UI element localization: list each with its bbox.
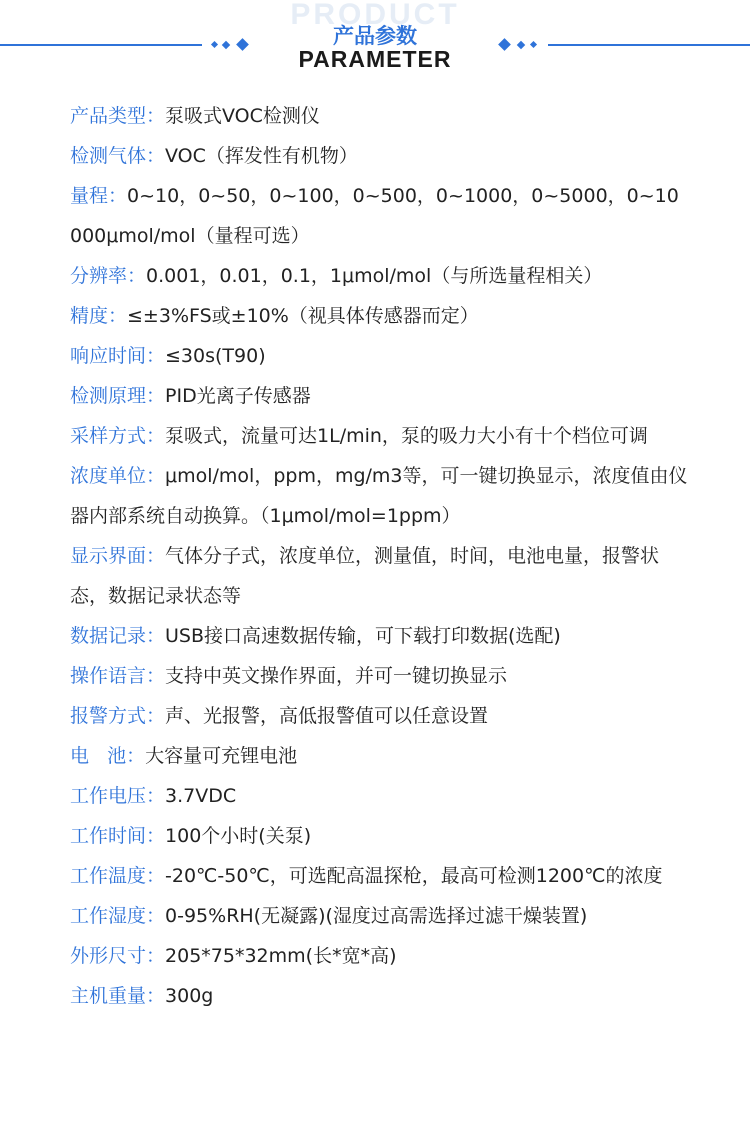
section-title-cn: 产品参数: [333, 24, 417, 48]
parameter-label: 产品类型：: [70, 105, 166, 127]
parameter-value: 泵吸式VOC检测仪: [165, 105, 320, 127]
parameter-label: 数据记录：: [70, 625, 166, 647]
parameter-row: [70, 656, 690, 696]
parameter-label: 检测原理：: [70, 385, 166, 407]
parameter-value: 205*75*32mm(长*宽*高): [165, 945, 397, 967]
parameter-label: 响应时间：: [70, 345, 166, 367]
parameter-label: 精度：: [70, 305, 128, 327]
parameter-value: ≤±3%FS或±10%（视具体传感器而定）: [127, 305, 479, 327]
parameter-label: 电 池：: [70, 745, 146, 767]
parameter-row: [70, 416, 690, 456]
parameter-row: [70, 256, 690, 296]
parameter-row: [70, 616, 690, 656]
parameter-row: [70, 896, 690, 936]
parameter-label: 操作语言：: [70, 665, 166, 687]
parameter-row: [70, 296, 690, 336]
parameter-value: 0~10，0~50，0~100，0~500，0~1000，0~5000，0~10000μmol/mol（量程可选）: [70, 185, 679, 247]
parameter-value: PID光离子传感器: [165, 385, 311, 407]
parameter-row: [70, 336, 690, 376]
parameter-row: [70, 136, 690, 176]
parameter-label: 主机重量：: [70, 985, 166, 1007]
section-header: [0, 0, 750, 80]
parameter-label: 外形尺寸：: [70, 945, 166, 967]
parameter-row: [70, 536, 690, 616]
section-title-en: PARAMETER: [298, 46, 452, 72]
header-background-word: PRODUCT: [290, 0, 460, 31]
parameter-label: 量程：: [70, 185, 128, 207]
parameter-row: [70, 696, 690, 736]
parameter-value: 0.001，0.01，0.1，1μmol/mol（与所选量程相关）: [146, 265, 603, 287]
parameter-value: 泵吸式，流量可达1L/min，泵的吸力大小有十个档位可调: [165, 425, 648, 447]
parameter-value: 100个小时(关泵): [165, 825, 312, 847]
parameter-label: 浓度单位：: [70, 465, 166, 487]
parameter-value: 支持中英文操作界面，并可一键切换显示: [165, 665, 508, 687]
parameter-label: 检测气体：: [70, 145, 166, 167]
parameter-row: [70, 96, 690, 136]
parameter-value: 0-95%RH(无凝露)(湿度过高需选择过滤干燥装置): [165, 905, 588, 927]
parameter-value: 声、光报警，高低报警值可以任意设置: [165, 705, 489, 727]
parameter-label: 工作温度：: [70, 865, 166, 887]
parameter-value: ≤30s(T90): [165, 345, 266, 367]
parameter-label: 采样方式：: [70, 425, 166, 447]
parameter-value: μmol/mol，ppm，mg/m3等，可一键切换显示，浓度值由仪器内部系统自动换算。（1μmol/mol=1ppm）: [70, 465, 688, 527]
parameter-row: [70, 856, 690, 896]
parameter-row: [70, 456, 690, 536]
parameter-value: 3.7VDC: [165, 785, 237, 807]
parameter-label: 报警方式：: [70, 705, 166, 727]
parameter-value: 气体分子式，浓度单位，测量值，时间，电池电量，报警状态，数据记录状态等: [70, 545, 660, 607]
parameter-list: [70, 96, 690, 1016]
parameter-label: 分辨率：: [70, 265, 147, 287]
header-divider-right: [548, 44, 750, 46]
parameter-row: [70, 976, 690, 1016]
parameter-value: USB接口高速数据传输，可下载打印数据(选配): [165, 625, 561, 647]
parameter-label: 工作电压：: [70, 785, 166, 807]
parameter-value: 300g: [165, 985, 214, 1007]
parameter-row: [70, 936, 690, 976]
parameter-row: [70, 736, 690, 776]
diamond-ornament-right-icon: [496, 38, 542, 52]
parameter-label: 工作时间：: [70, 825, 166, 847]
parameter-row: [70, 376, 690, 416]
parameter-label: 显示界面：: [70, 545, 166, 567]
parameter-row: [70, 816, 690, 856]
parameter-label: 工作湿度：: [70, 905, 166, 927]
parameter-value: VOC（挥发性有机物）: [165, 145, 358, 167]
parameter-value: 大容量可充锂电池: [145, 745, 298, 767]
parameter-row: [70, 176, 690, 256]
parameter-row: [70, 776, 690, 816]
parameter-value: -20℃-50℃，可选配高温探枪，最高可检测1200℃的浓度: [165, 865, 663, 887]
